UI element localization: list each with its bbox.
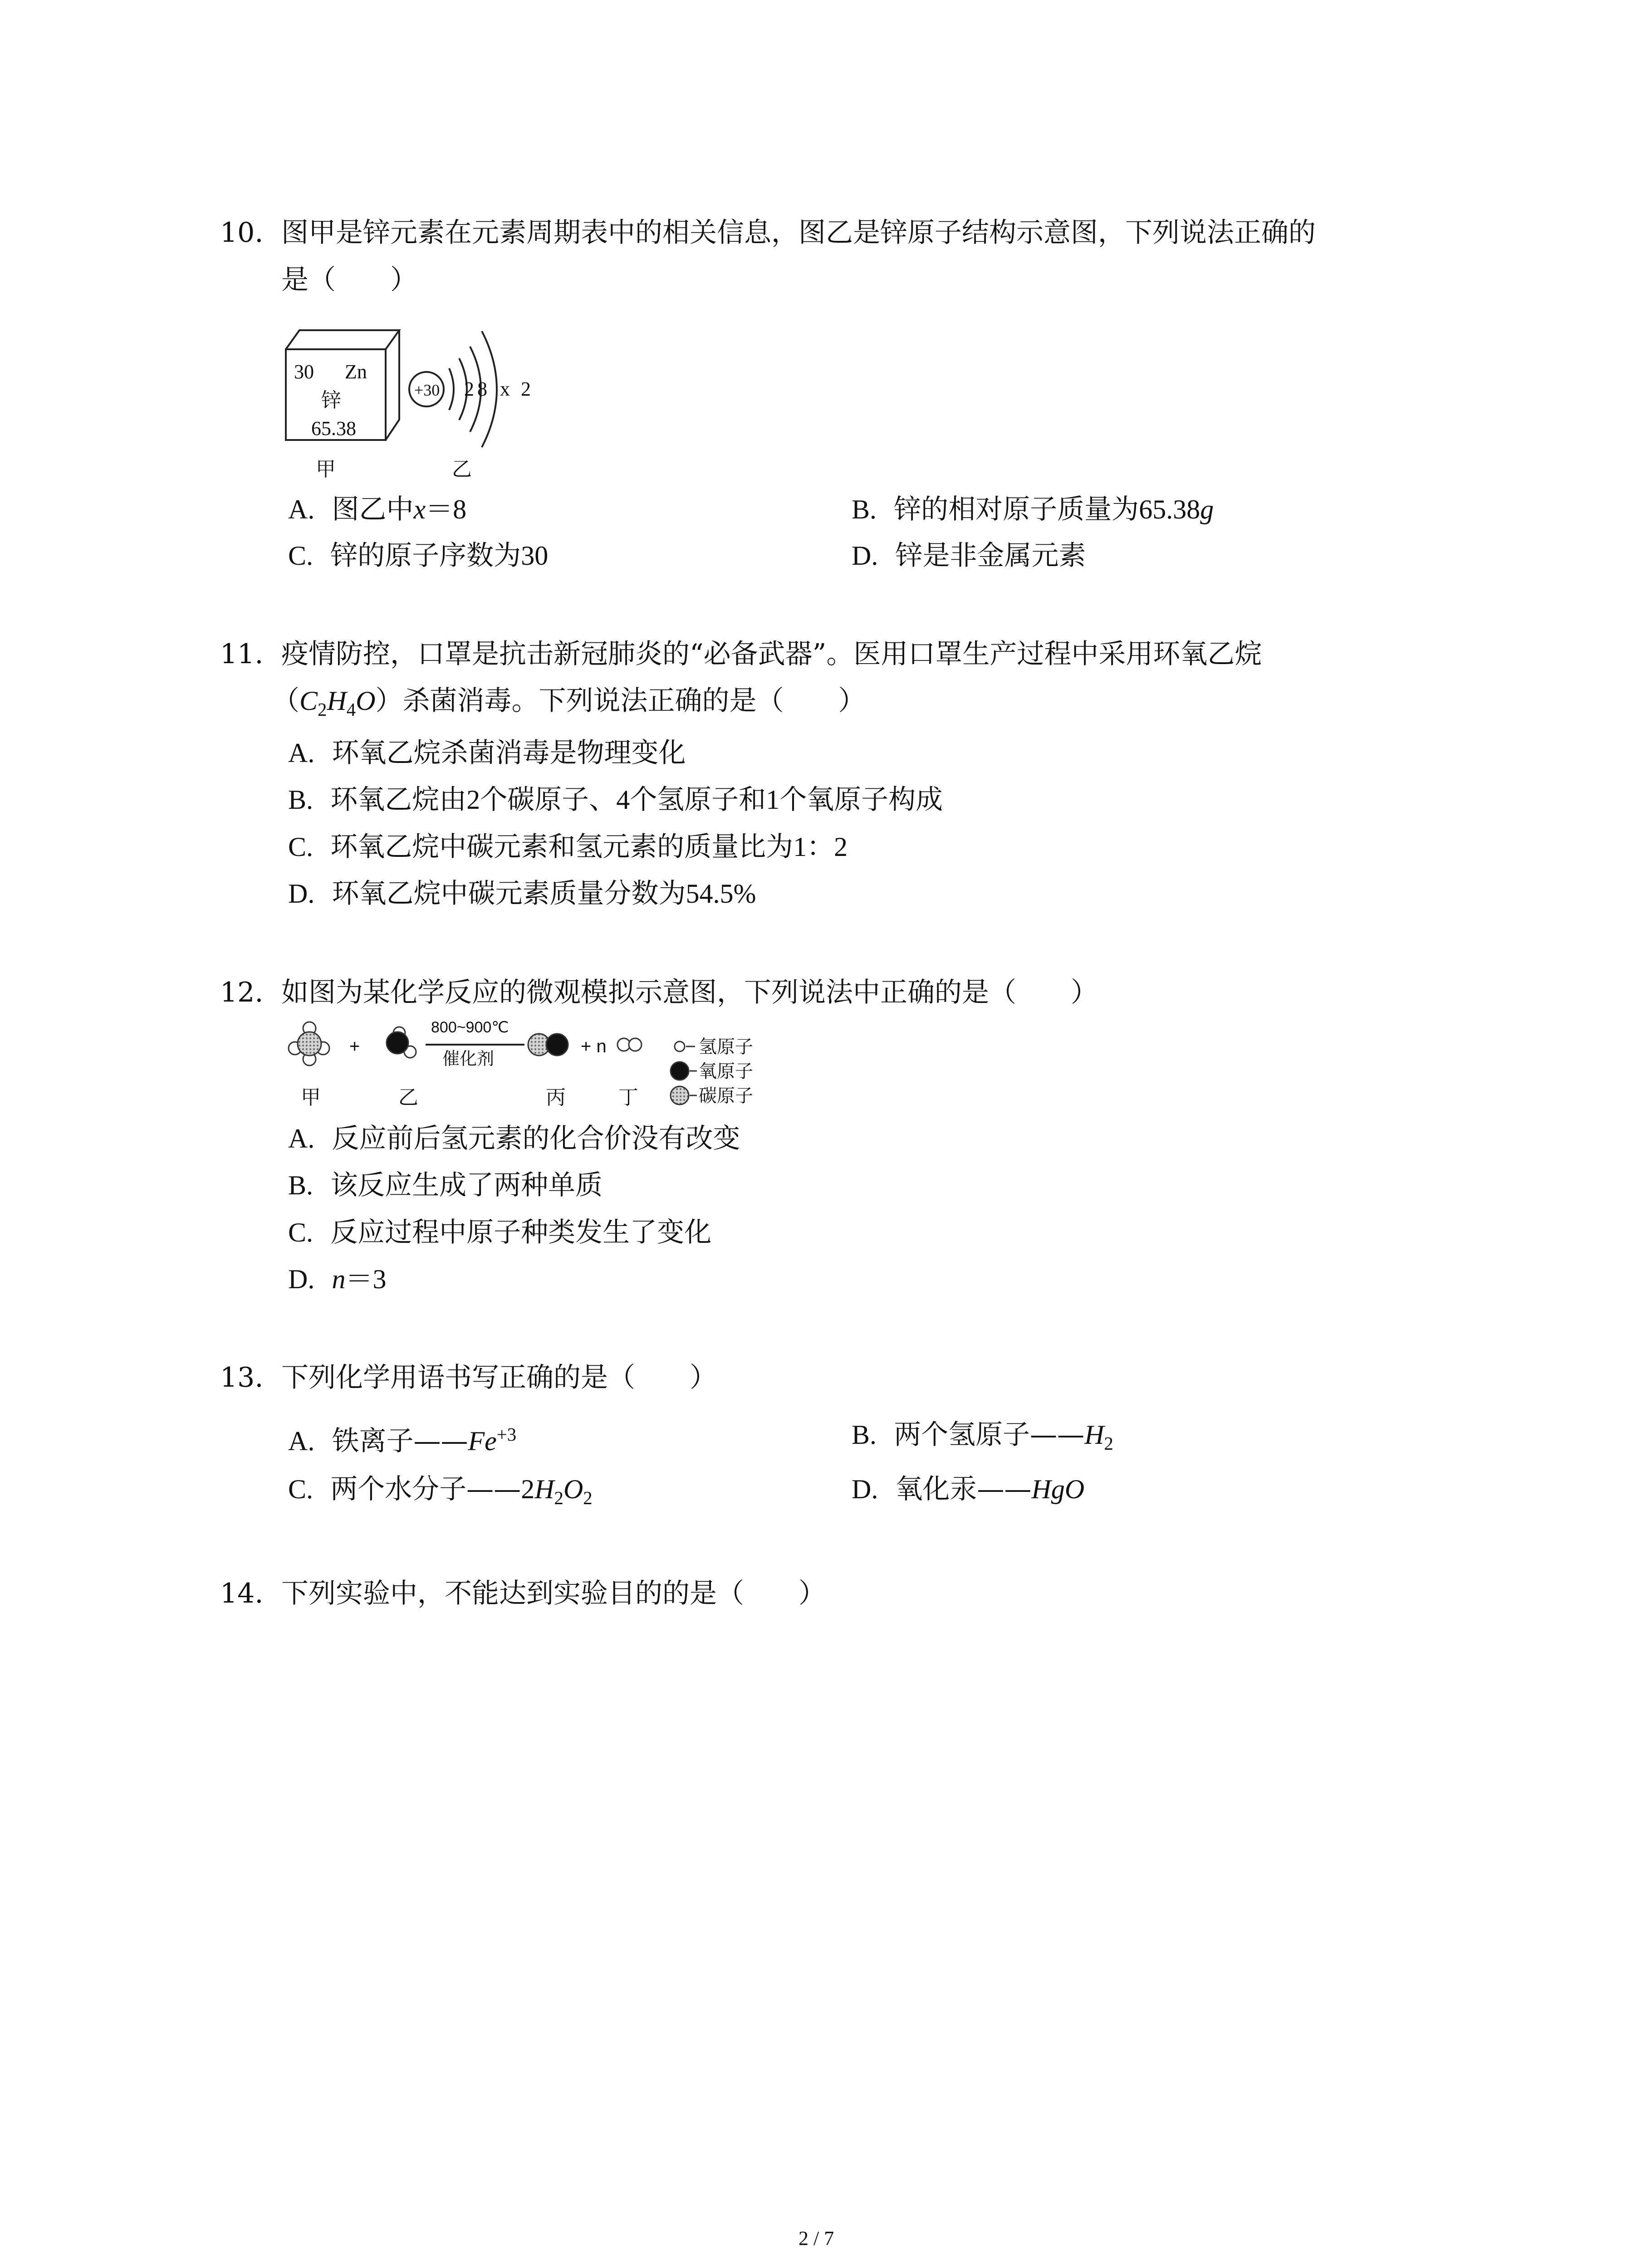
- q11-option-d: [288, 875, 756, 912]
- option-text: 环氧乙烷中碳元素质量分数为: [332, 878, 686, 909]
- option-letter: D.: [288, 879, 315, 909]
- formula-symbol: C: [299, 686, 318, 716]
- figure-label-jia: 甲: [316, 458, 336, 481]
- q13-stem: 下列化学用语书写正确的是（ ）: [281, 1362, 717, 1393]
- molecule-ding: [617, 1038, 642, 1051]
- chemical-symbol: H: [534, 1474, 554, 1504]
- formula-subscript: 2: [318, 699, 327, 720]
- q11-number: 11.: [220, 638, 264, 670]
- formula-subscript: 4: [346, 699, 356, 720]
- q10-option-b: [852, 491, 1214, 528]
- q12-number: 12.: [220, 977, 264, 1008]
- q14-number: 14.: [220, 1578, 264, 1609]
- option-text: 个氢原子和: [630, 784, 766, 816]
- option-text: 锌是非金属元素: [895, 540, 1086, 572]
- q10-option-c: [288, 538, 548, 574]
- molecule-label-jia: 甲: [301, 1086, 321, 1109]
- q12-option-a: [288, 1120, 740, 1157]
- q12-stem: 如图为某化学反应的微观模拟示意图，下列说法中正确的是（ ）: [281, 977, 1098, 1008]
- option-number: 2: [466, 785, 480, 815]
- option-number: 1: [766, 785, 780, 815]
- option-letter: C.: [288, 541, 314, 571]
- option-text: 两个氢原子——: [894, 1419, 1085, 1451]
- option-text: 锌的相对原子质量为: [894, 494, 1139, 525]
- legend-carbon-label: 碳原子: [699, 1086, 753, 1106]
- option-unit: g: [1200, 494, 1214, 524]
- figure-label-yi: 乙: [452, 458, 472, 481]
- q11-option-c: [288, 829, 847, 865]
- q13-option-b: [852, 1417, 1113, 1462]
- q14-stem: 下列实验中，不能达到实验目的的是（ ）: [281, 1578, 826, 1609]
- q12-option-d: [288, 1261, 387, 1297]
- option-text: ＝3: [345, 1264, 387, 1294]
- chemical-symbol: O: [563, 1474, 583, 1504]
- legend-oxygen: [671, 1062, 697, 1080]
- option-letter: A.: [288, 494, 315, 524]
- element-symbol: Zn: [345, 361, 367, 383]
- option-letter: D.: [852, 541, 878, 571]
- chemical-symbol: HgO: [1031, 1474, 1085, 1504]
- molecule-jia: [289, 1022, 329, 1066]
- option-text: 两个水分子——: [330, 1473, 521, 1505]
- chemical-symbol: Fe: [468, 1426, 497, 1456]
- q10-stem-line2: 是（ ）: [281, 264, 417, 296]
- formula-subscript: 2: [583, 1488, 593, 1508]
- option-letter: D.: [852, 1474, 878, 1504]
- molecule-label-bing: 丙: [546, 1086, 566, 1109]
- option-text: 氧化汞——: [895, 1473, 1032, 1505]
- option-text: 反应前后氢元素的化合价没有改变: [332, 1123, 740, 1154]
- q10-figure: [272, 308, 554, 490]
- electron-shell-arc: [449, 368, 454, 410]
- legend-hydrogen: [675, 1041, 695, 1051]
- option-letter: B.: [852, 494, 877, 524]
- reaction-plus-sign: +: [349, 1036, 360, 1056]
- q11-stem-line2: [272, 683, 866, 728]
- option-letter: A.: [288, 1426, 315, 1456]
- shell-electrons-3: x: [500, 378, 510, 400]
- q10-option-a: [288, 491, 466, 528]
- option-number: 54.5%: [686, 879, 756, 909]
- stem-text: ）杀菌消毒。下列说法正确的是（ ）: [375, 685, 866, 717]
- option-ratio: 1：2: [793, 832, 848, 862]
- q13-number: 13.: [220, 1362, 264, 1393]
- element-relative-mass: 65.38: [311, 417, 356, 440]
- legend-carbon: [671, 1086, 697, 1105]
- option-letter: C.: [288, 1217, 314, 1247]
- q10-number: 10.: [220, 217, 264, 249]
- nucleus-charge: +30: [414, 381, 440, 399]
- molecule-yi: [387, 1027, 416, 1058]
- q13-option-c: [288, 1471, 593, 1516]
- molecule-label-ding: 丁: [618, 1086, 638, 1109]
- option-text: 反应过程中原子种类发生了变化: [330, 1217, 712, 1248]
- formula-subscript: 2: [554, 1488, 563, 1508]
- ion-charge: +3: [496, 1424, 517, 1445]
- reaction-condition-catalyst: 催化剂: [442, 1050, 495, 1069]
- formula-symbol: O: [356, 686, 376, 716]
- option-letter: B.: [288, 785, 314, 815]
- option-text: 锌的原子序数为: [330, 540, 521, 572]
- option-number: 65.38: [1139, 494, 1200, 524]
- option-variable: x: [413, 494, 426, 524]
- element-name: 锌: [321, 389, 341, 412]
- option-number: 30: [521, 541, 549, 571]
- product-coefficient: + n: [581, 1036, 607, 1056]
- option-letter: C.: [288, 1474, 314, 1504]
- q10-option-d: [852, 538, 1086, 574]
- reaction-condition-temperature: 800~900℃: [431, 1019, 509, 1036]
- option-text: ＝8: [426, 494, 467, 524]
- option-text: 个碳原子、: [480, 784, 617, 816]
- q13-option-d: [852, 1471, 1084, 1507]
- shell-electrons-1: 2: [464, 378, 474, 400]
- legend-oxygen-label: 氧原子: [699, 1061, 753, 1081]
- q11-stem-line1: 疫情防控，口罩是抗击新冠肺炎的“必备武器”。医用口罩生产过程中采用环氧乙烷: [281, 638, 1262, 670]
- option-letter: C.: [288, 832, 314, 862]
- q12-option-c: [288, 1214, 711, 1251]
- option-letter: B.: [852, 1420, 877, 1450]
- option-letter: D.: [288, 1264, 315, 1294]
- legend-hydrogen-label: 氢原子: [699, 1037, 753, 1057]
- q12-option-b: [288, 1167, 603, 1203]
- q10-stem-line1: 图甲是锌元素在元素周期表中的相关信息，图乙是锌原子结构示意图，下列说法正确的: [281, 217, 1316, 249]
- option-variable: n: [332, 1264, 346, 1294]
- q11-option-b: [288, 782, 943, 818]
- stem-text: （: [272, 685, 299, 717]
- formula-subscript: 2: [1104, 1433, 1113, 1454]
- option-number: 4: [616, 785, 630, 815]
- option-text: 环氧乙烷杀菌消毒是物理变化: [332, 737, 686, 769]
- option-text: 铁离子——: [332, 1425, 468, 1457]
- option-text: 环氧乙烷由: [330, 784, 467, 816]
- chemical-symbol: H: [1084, 1420, 1104, 1450]
- formula-symbol: H: [327, 686, 347, 716]
- shell-electrons-2: 8: [477, 378, 487, 400]
- molecule-bing: [528, 1034, 568, 1056]
- option-letter: B.: [288, 1170, 314, 1200]
- q13-option-a: [288, 1417, 516, 1459]
- option-letter: A.: [288, 738, 315, 768]
- option-text: 环氧乙烷中碳元素和氢元素的质量比为: [330, 831, 794, 863]
- formula-coefficient: 2: [521, 1474, 535, 1504]
- q11-option-a: [288, 735, 686, 771]
- page-number: 2 / 7: [798, 2227, 834, 2249]
- option-letter: A.: [288, 1124, 315, 1154]
- option-text: 个氧原子构成: [779, 784, 943, 816]
- shell-electrons-4: 2: [521, 378, 531, 400]
- option-text: 该反应生成了两种单质: [330, 1169, 603, 1201]
- option-text: 图乙中: [332, 494, 414, 525]
- element-atomic-number: 30: [294, 361, 314, 383]
- molecule-label-yi: 乙: [398, 1086, 418, 1109]
